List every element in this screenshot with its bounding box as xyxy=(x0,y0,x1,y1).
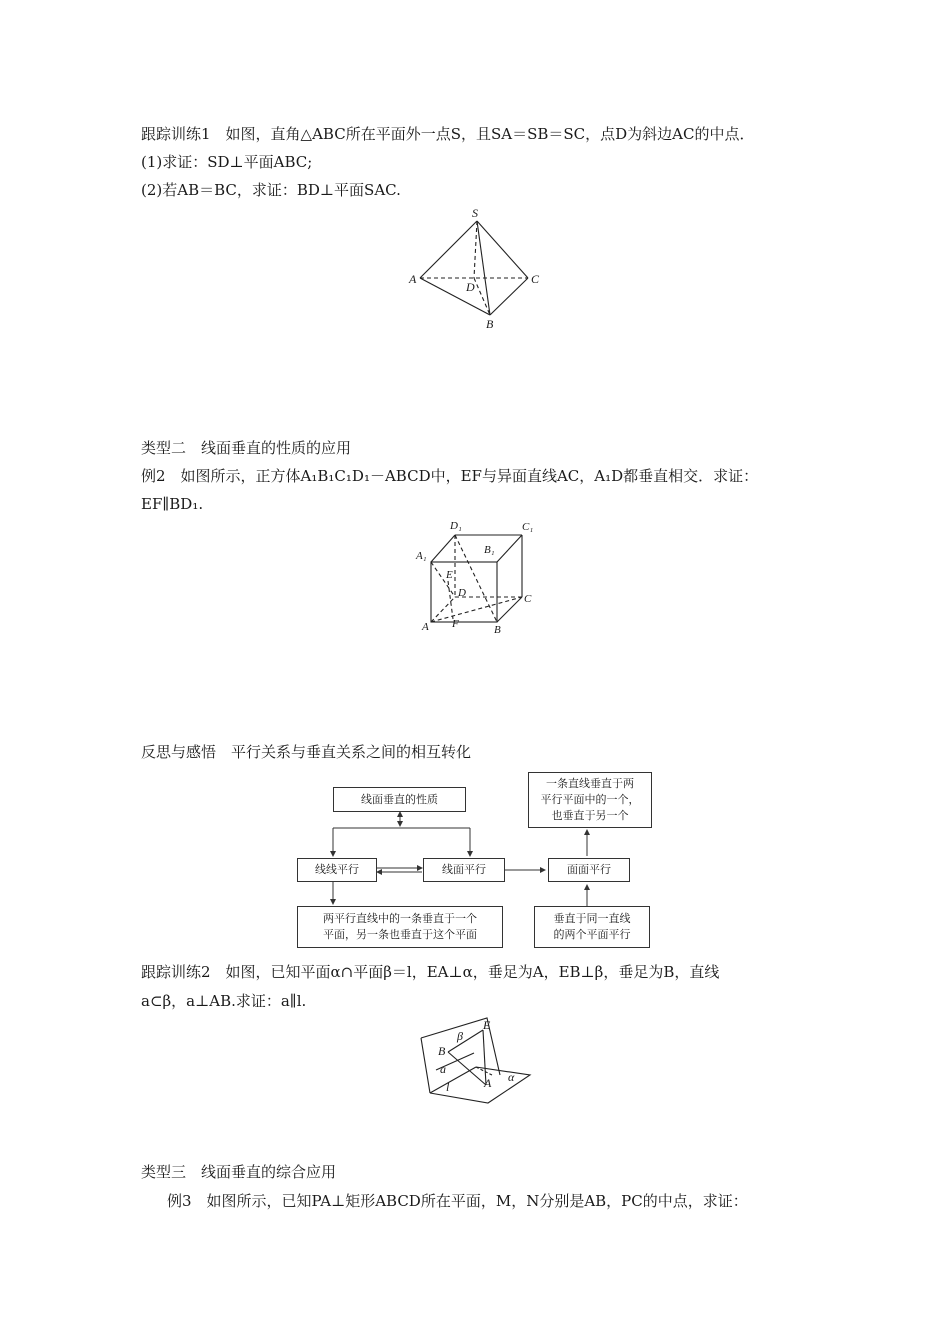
example3-line1: 例3 如图所示，已知PA⊥矩形ABCD所在平面，M，N分别是AB，PC的中点，求证： xyxy=(167,1192,748,1210)
flow-box-line-parallel-label: 线线平行 xyxy=(315,863,359,876)
example2-line2: EF∥BD₁. xyxy=(141,495,204,513)
label-b: B xyxy=(494,624,501,635)
flow-box-theorem-top-text2: 平行平面中的一个， xyxy=(540,793,640,806)
flow-box-plane-parallel-label: 面面平行 xyxy=(567,863,611,876)
flow-box-theorem-top xyxy=(528,772,652,828)
flow-box-theorem-plane-text2: 的两个平面平行 xyxy=(553,928,631,941)
flow-box-theorem-top-text1: 一条直线垂直于两 xyxy=(546,777,634,790)
label-s: S xyxy=(472,206,478,220)
flow-box-property-label: 线面垂直的性质 xyxy=(361,792,438,806)
flow-box-line-plane-parallel xyxy=(423,858,505,882)
flow-box-theorem-line xyxy=(297,906,503,948)
flow-box-line-plane-parallel-label: 线面平行 xyxy=(442,863,486,876)
reflection-heading: 反思与感悟 平行关系与垂直关系之间的相互转化 xyxy=(141,743,472,761)
label-a: A xyxy=(409,272,417,286)
type3-heading: 类型三 线面垂直的综合应用 xyxy=(141,1163,337,1181)
label-a1: A₁ xyxy=(416,550,427,562)
label-c: C xyxy=(531,272,540,286)
pyramid-figure xyxy=(400,205,550,330)
label-c1: C₁ xyxy=(522,521,534,533)
example2-line1: 例2 如图所示，正方体A₁B₁C₁D₁－ABCD中，EF与异面直线AC，A₁D都垂直相交．求证： xyxy=(141,467,759,485)
planes-figure xyxy=(418,1015,543,1105)
label-e: E xyxy=(446,569,453,581)
label-l: l xyxy=(446,1080,450,1094)
practice2-problem-line1: 跟踪训练2 如图，已知平面α∩平面β＝l，EA⊥α，垂足为A，EB⊥β，垂足为B，直线 xyxy=(141,963,720,981)
flow-box-plane-parallel xyxy=(548,858,630,882)
label-beta: β xyxy=(457,1029,463,1043)
flow-box-theorem-line-text1: 两平行直线中的一条垂直于一个 xyxy=(323,912,477,925)
label-alpha: α xyxy=(508,1070,515,1084)
label-a-line: a xyxy=(440,1062,446,1076)
label-e: E xyxy=(483,1018,491,1032)
label-a: A xyxy=(422,621,429,633)
practice1-problem-line1: 跟踪训练1 如图，直角△ABC所在平面外一点S，且SA＝SB＝SC，点D为斜边AC的中点． xyxy=(141,125,755,143)
practice2-problem-line2: a⊂β，a⊥AB.求证：a∥l. xyxy=(141,992,307,1010)
flow-box-theorem-plane xyxy=(534,906,650,948)
label-d: D xyxy=(466,280,475,294)
label-b: B xyxy=(486,317,494,330)
flow-box-theorem-top-text3: 也垂直于另一个 xyxy=(551,809,629,822)
practice1-part1: (1)求证：SD⊥平面ABC; xyxy=(141,153,313,171)
label-d: D xyxy=(458,587,466,599)
cube-figure xyxy=(412,515,547,635)
flow-box-theorem-plane-text1: 垂直于同一直线 xyxy=(553,912,631,925)
flow-box-property xyxy=(333,787,466,812)
flow-box-theorem-line-text2: 平面，另一条也垂直于这个平面 xyxy=(323,928,477,941)
label-b: B xyxy=(438,1044,446,1058)
label-a-point: A xyxy=(484,1076,492,1090)
label-d1: D₁ xyxy=(450,520,462,532)
practice1-part2: (2)若AB＝BC，求证：BD⊥平面SAC. xyxy=(141,181,401,199)
label-c: C xyxy=(524,593,532,605)
type2-heading: 类型二 线面垂直的性质的应用 xyxy=(141,439,352,457)
label-b1: B₁ xyxy=(484,544,495,556)
label-f: F xyxy=(452,618,459,630)
flow-box-line-parallel xyxy=(297,858,377,882)
